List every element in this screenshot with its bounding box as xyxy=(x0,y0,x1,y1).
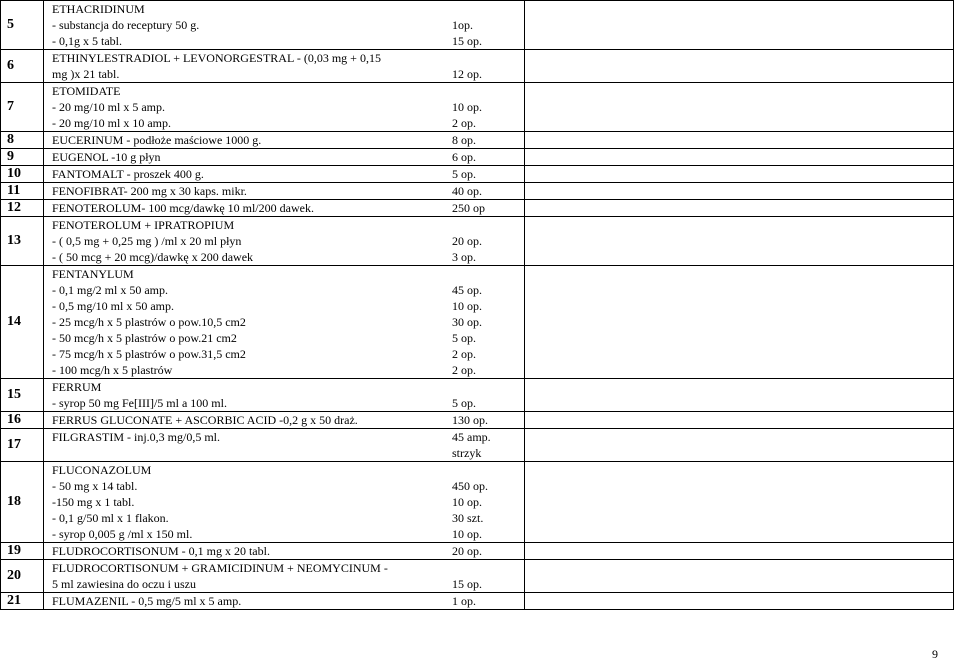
drug-line xyxy=(52,66,524,82)
drug-quantity: 30 szt. xyxy=(452,511,484,525)
table-row xyxy=(1,412,954,429)
row-number: 10 xyxy=(1,166,44,183)
drug-description: - 20 mg/10 ml x 10 amp. xyxy=(52,116,171,130)
table-row xyxy=(1,1,954,50)
drug-description: - 50 mcg/h x 5 plastrów o pow.21 cm2 xyxy=(52,331,237,345)
drug-cell xyxy=(44,593,525,610)
drug-line xyxy=(52,346,524,362)
drug-quantity xyxy=(452,560,512,576)
drug-quantity xyxy=(452,379,512,395)
row-number: 19 xyxy=(1,543,44,560)
table-row xyxy=(1,166,954,183)
empty-cell xyxy=(525,183,954,200)
drug-quantity: 8 op. xyxy=(452,133,476,147)
drug-line xyxy=(52,266,524,282)
drug-line xyxy=(52,330,524,346)
row-number: 12 xyxy=(1,200,44,217)
drug-description: - 100 mcg/h x 5 plastrów xyxy=(52,363,173,377)
empty-cell xyxy=(525,149,954,166)
empty-cell xyxy=(525,83,954,132)
drug-description: - substancja do receptury 50 g. xyxy=(52,18,200,32)
drug-quantity: 15 op. xyxy=(452,577,482,591)
drug-line xyxy=(52,362,524,378)
drug-quantity: 1op. xyxy=(452,18,473,32)
empty-cell xyxy=(525,560,954,593)
table-row xyxy=(1,149,954,166)
empty-cell xyxy=(525,412,954,429)
drug-cell xyxy=(44,83,525,132)
drug-line xyxy=(52,149,524,165)
empty-cell xyxy=(525,543,954,560)
drug-cell xyxy=(44,429,525,462)
row-number: 11 xyxy=(1,183,44,200)
drug-cell xyxy=(44,149,525,166)
drug-quantity: 5 op. xyxy=(452,331,476,345)
drug-description: FERRUM xyxy=(52,380,102,394)
empty-cell xyxy=(525,1,954,50)
drug-cell xyxy=(44,1,525,50)
drug-quantity: 3 op. xyxy=(452,250,476,264)
empty-cell xyxy=(525,166,954,183)
empty-cell xyxy=(525,217,954,266)
drug-description: FLUDROCORTISONUM - 0,1 mg x 20 tabl. xyxy=(52,544,270,558)
table-row xyxy=(1,132,954,149)
drug-cell xyxy=(44,560,525,593)
drug-description: - 0,5 mg/10 ml x 50 amp. xyxy=(52,299,174,313)
drug-line xyxy=(52,445,524,461)
drug-line xyxy=(52,314,524,330)
drug-quantity: 20 op. xyxy=(452,234,482,248)
drug-description: - syrop 0,005 g /ml x 150 ml. xyxy=(52,527,193,541)
table-row xyxy=(1,560,954,593)
drug-cell xyxy=(44,132,525,149)
drug-cell xyxy=(44,166,525,183)
row-number: 14 xyxy=(1,266,44,379)
drug-quantity: 2 op. xyxy=(452,363,476,377)
drug-description: - 50 mg x 14 tabl. xyxy=(52,479,138,493)
drug-quantity xyxy=(452,83,512,99)
drug-line xyxy=(52,166,524,182)
drug-description xyxy=(52,445,452,461)
drug-description: FENOFIBRAT- 200 mg x 30 kaps. mikr. xyxy=(52,184,247,198)
drug-description: - 20 mg/10 ml x 5 amp. xyxy=(52,100,165,114)
drug-cell xyxy=(44,543,525,560)
drug-quantity: 130 op. xyxy=(452,413,488,427)
drug-line xyxy=(52,217,524,233)
drug-quantity: 5 op. xyxy=(452,167,476,181)
drug-description: FLUDROCORTISONUM + GRAMICIDINUM + NEOMYCINUM - xyxy=(52,561,388,575)
drug-quantity: 1 op. xyxy=(452,594,476,608)
drug-line xyxy=(52,50,524,66)
empty-cell xyxy=(525,266,954,379)
drug-cell xyxy=(44,379,525,412)
drug-quantity xyxy=(452,266,512,282)
drug-line xyxy=(52,233,524,249)
drug-description: - ( 50 mcg + 20 mcg)/dawkę x 200 dawek xyxy=(52,250,254,264)
drug-description: -150 mg x 1 tabl. xyxy=(52,495,135,509)
row-number: 8 xyxy=(1,132,44,149)
empty-cell xyxy=(525,132,954,149)
row-number: 21 xyxy=(1,593,44,610)
drug-description: 5 ml zawiesina do oczu i uszu xyxy=(52,577,196,591)
drug-quantity: 450 op. xyxy=(452,479,488,493)
drug-quantity xyxy=(452,1,512,17)
drug-description: - 0,1 g/50 ml x 1 flakon. xyxy=(52,511,169,525)
table-row xyxy=(1,543,954,560)
drug-line xyxy=(52,200,524,216)
drug-description: EUCERINUM - podłoże maściowe 1000 g. xyxy=(52,133,262,147)
drug-description: FENOTEROLUM- 100 mcg/dawkę 10 ml/200 dawek. xyxy=(52,201,314,215)
empty-cell xyxy=(525,379,954,412)
drug-line xyxy=(52,395,524,411)
drug-quantity: 10 op. xyxy=(452,299,482,313)
drug-cell xyxy=(44,266,525,379)
drug-quantity: 20 op. xyxy=(452,544,482,558)
drug-description: ETHACRIDINUM xyxy=(52,2,145,16)
drug-quantity: 12 op. xyxy=(452,67,482,81)
drug-description: FLUCONAZOLUM xyxy=(52,463,152,477)
drug-line xyxy=(52,543,524,559)
drug-quantity: 2 op. xyxy=(452,116,476,130)
drug-line xyxy=(52,298,524,314)
row-number: 18 xyxy=(1,462,44,543)
drug-quantity: 45 amp. xyxy=(452,430,491,444)
drug-line xyxy=(52,510,524,526)
drug-quantity xyxy=(452,217,512,233)
drug-line xyxy=(52,183,524,199)
drug-line xyxy=(52,249,524,265)
table-row xyxy=(1,200,954,217)
row-number: 5 xyxy=(1,1,44,50)
drug-line xyxy=(52,560,524,576)
drug-description: EUGENOL -10 g płyn xyxy=(52,150,161,164)
drug-description: - ( 0,5 mg + 0,25 mg ) /ml x 20 ml płyn xyxy=(52,234,242,248)
table-row xyxy=(1,83,954,132)
table-row xyxy=(1,50,954,83)
row-number: 20 xyxy=(1,560,44,593)
row-number: 17 xyxy=(1,429,44,462)
drug-cell xyxy=(44,462,525,543)
drug-quantity: 5 op. xyxy=(452,396,476,410)
drug-line xyxy=(52,83,524,99)
drug-quantity: 6 op. xyxy=(452,150,476,164)
table-row xyxy=(1,266,954,379)
row-number: 15 xyxy=(1,379,44,412)
drug-quantity xyxy=(452,462,512,478)
drug-line xyxy=(52,33,524,49)
drug-cell xyxy=(44,412,525,429)
table-row xyxy=(1,183,954,200)
drug-quantity: 10 op. xyxy=(452,527,482,541)
drug-description: ETOMIDATE xyxy=(52,84,121,98)
drug-line xyxy=(52,132,524,148)
drug-line xyxy=(52,115,524,131)
table-row xyxy=(1,217,954,266)
drug-quantity: 30 op. xyxy=(452,315,482,329)
empty-cell xyxy=(525,462,954,543)
table-row xyxy=(1,429,954,462)
table-row xyxy=(1,462,954,543)
drug-quantity: 10 op. xyxy=(452,495,482,509)
table-row xyxy=(1,379,954,412)
drug-description: FANTOMALT - proszek 400 g. xyxy=(52,167,204,181)
drug-line xyxy=(52,494,524,510)
drug-description: FLUMAZENIL - 0,5 mg/5 ml x 5 amp. xyxy=(52,594,242,608)
drug-quantity: 2 op. xyxy=(452,347,476,361)
drug-line xyxy=(52,576,524,592)
drug-quantity: 40 op. xyxy=(452,184,482,198)
drug-line xyxy=(52,282,524,298)
empty-cell xyxy=(525,50,954,83)
drug-quantity: 45 op. xyxy=(452,283,482,297)
row-number: 9 xyxy=(1,149,44,166)
row-number: 16 xyxy=(1,412,44,429)
drug-line xyxy=(52,17,524,33)
drug-description: FENOTEROLUM + IPRATROPIUM xyxy=(52,218,235,232)
drug-line xyxy=(52,462,524,478)
page-number: 9 xyxy=(932,647,938,661)
drug-line xyxy=(52,379,524,395)
table-row xyxy=(1,593,954,610)
drug-cell xyxy=(44,217,525,266)
drug-description: mg )x 21 tabl. xyxy=(52,67,120,81)
drug-line xyxy=(52,429,524,445)
drug-line xyxy=(52,412,524,428)
drug-line xyxy=(52,593,524,609)
drug-quantity: strzyk xyxy=(452,446,482,460)
drug-quantity: 250 op xyxy=(452,201,485,215)
empty-cell xyxy=(525,593,954,610)
drug-quantity: 15 op. xyxy=(452,34,482,48)
drug-description: FERRUS GLUCONATE + ASCORBIC ACID -0,2 g x 50 draż. xyxy=(52,413,358,427)
drug-cell xyxy=(44,50,525,83)
drug-line xyxy=(52,1,524,17)
drug-description: FILGRASTIM - inj.0,3 mg/0,5 ml. xyxy=(52,430,221,444)
drug-description: - 0,1 mg/2 ml x 50 amp. xyxy=(52,283,168,297)
drug-cell xyxy=(44,200,525,217)
drug-description: FENTANYLUM xyxy=(52,267,134,281)
empty-cell xyxy=(525,200,954,217)
row-number: 13 xyxy=(1,217,44,266)
drug-line xyxy=(52,478,524,494)
drug-cell xyxy=(44,183,525,200)
drug-line xyxy=(52,526,524,542)
drug-description: - 25 mcg/h x 5 plastrów o pow.10,5 cm2 xyxy=(52,315,246,329)
drug-description: - syrop 50 mg Fe[III]/5 ml a 100 ml. xyxy=(52,396,227,410)
drug-description: ETHINYLESTRADIOL + LEVONORGESTRAL - (0,03 mg + 0,15 xyxy=(52,51,381,65)
row-number: 7 xyxy=(1,83,44,132)
drug-description: - 75 mcg/h x 5 plastrów o pow.31,5 cm2 xyxy=(52,347,246,361)
drug-quantity xyxy=(452,50,512,66)
row-number: 6 xyxy=(1,50,44,83)
empty-cell xyxy=(525,429,954,462)
drug-line xyxy=(52,99,524,115)
drug-quantity: 10 op. xyxy=(452,100,482,114)
drug-description: - 0,1g x 5 tabl. xyxy=(52,34,122,48)
